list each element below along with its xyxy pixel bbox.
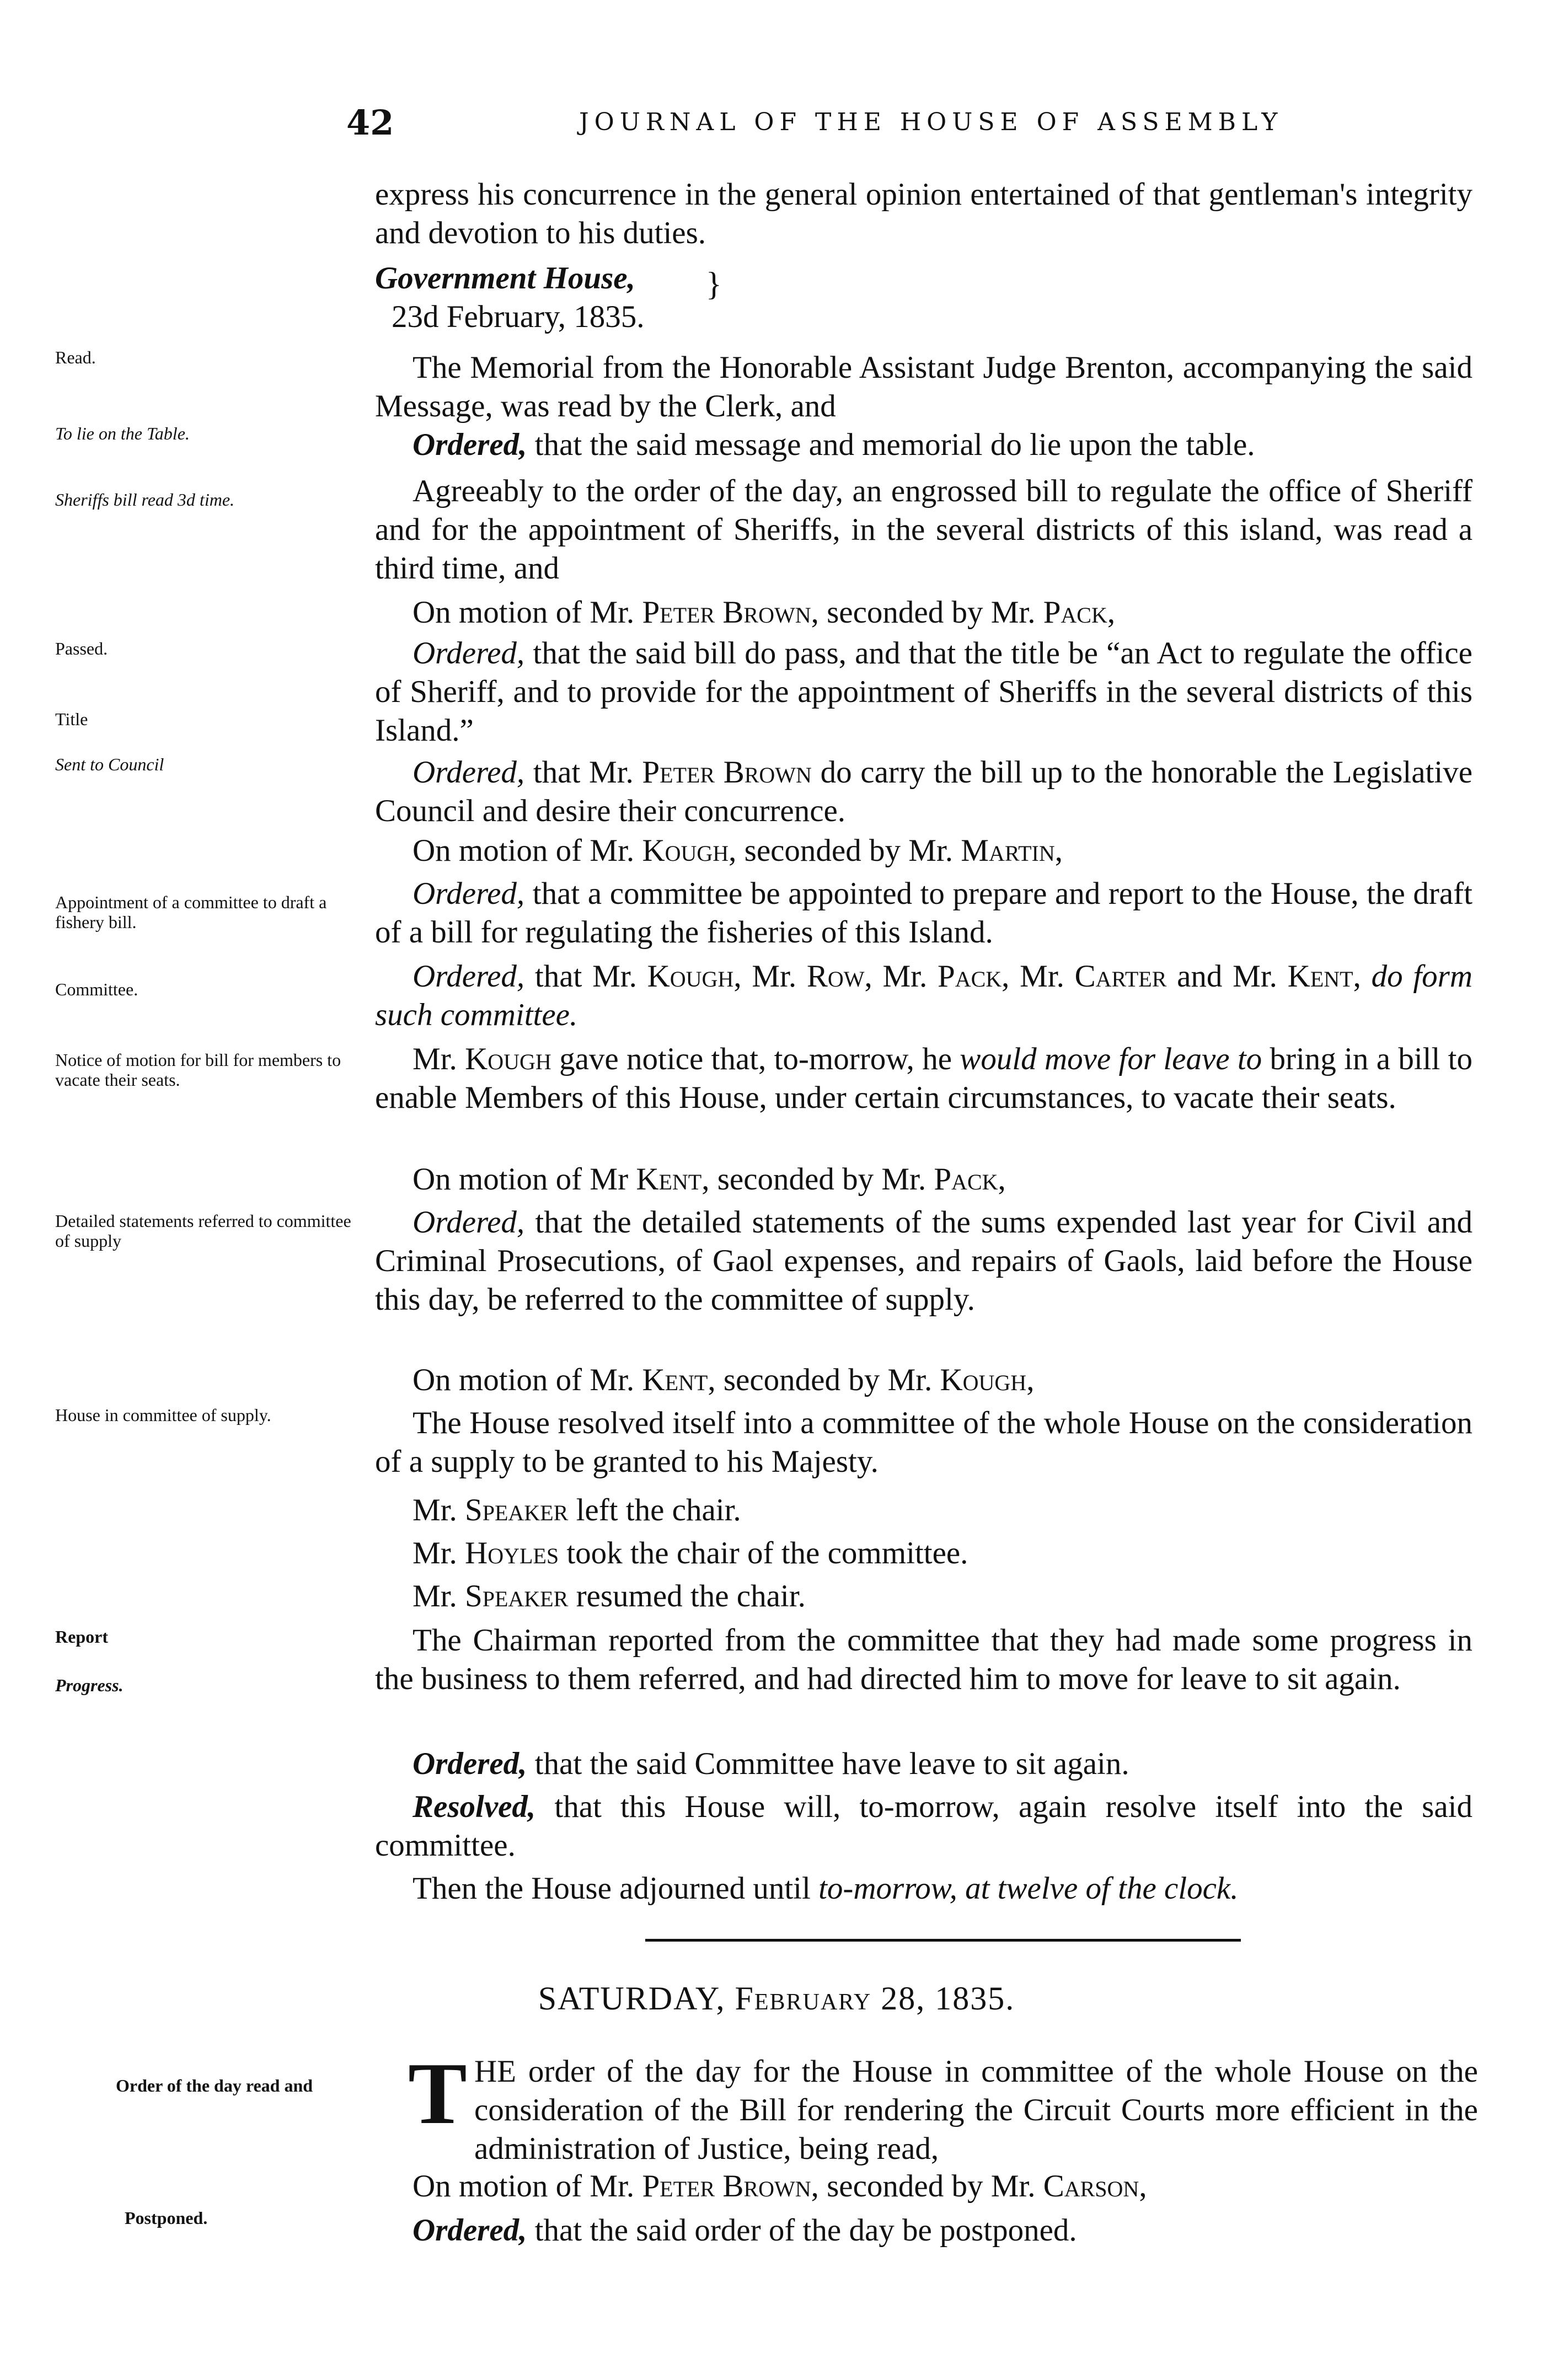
margin-note-committee: Committee.	[55, 979, 138, 999]
margin-note-house-in-committee: House in committee of supply.	[55, 1405, 271, 1425]
paragraph-notice-kough: Mr. Kough gave notice that, to-morrow, he would move for leave to bring in a bill to enable Members of this House, under certain circumstances, to vacate their seats.	[375, 1042, 1472, 1115]
margin-note-lie-on-table: To lie on the Table.	[55, 424, 190, 443]
margin-note-order-of-day: Order of the day read and	[116, 2076, 313, 2095]
margin-note-title: Title	[55, 709, 88, 729]
margin-note-report: Report	[55, 1627, 108, 1647]
paragraph-speaker-left: Mr. Speaker left the chair.	[413, 1493, 741, 1527]
margin-note-notice-of-motion: Notice of motion for bill for members to vacate their seats.	[55, 1050, 341, 1090]
margin-note-read: Read.	[55, 347, 96, 367]
paragraph-adjourned: Then the House adjourned until to-morrow, at twelve of the clock.	[413, 1871, 1239, 1906]
running-head: JOURNAL OF THE HOUSE OF ASSEMBLY	[579, 108, 1283, 136]
date-heading: SATURDAY, February 28, 1835.	[538, 1980, 1015, 2017]
margin-note-sheriffs-bill: Sheriffs bill read 3d time.	[55, 490, 235, 510]
paragraph-chairman-report: The Chairman reported from the committee that they had made some progress in the business to them referred, and had directed him to move for leave to sit again.	[375, 1623, 1472, 1696]
paragraph-order-of-day: HE order of the day for the House in committee of the whole House on the consideration of the Bill for rendering the Circuit Courts more efficient in the administration of Justice, being read,	[474, 2054, 1478, 2166]
section-divider	[645, 1939, 1241, 1942]
dateline-date: 23d February, 1835.	[392, 299, 645, 334]
margin-note-sent-to-council: Sent to Council	[55, 754, 164, 774]
paragraph-motion-kent-kough: On motion of Mr. Kent, seconded by Mr. Kough,	[413, 1363, 1035, 1397]
paragraph-concurrence: express his concurrence in the general opinion entertained of that gentleman's integrity and devotion to his duties.	[375, 177, 1472, 250]
margin-note-detailed-statements: Detailed statements referred to committee of supply	[55, 1211, 351, 1251]
paragraph-committee-of-supply: The House resolved itself into a committee of the whole House on the consideration of a supply to be granted to his Majesty.	[375, 1406, 1472, 1479]
brace-icon: }	[706, 266, 722, 302]
margin-note-passed: Passed.	[55, 639, 108, 658]
paragraph-motion-brown: On motion of Mr. Peter Brown, seconded by Mr. Pack,	[413, 595, 1116, 630]
paragraph-hoyles-chair: Mr. Hoyles took the chair of the committee.	[413, 1536, 968, 1570]
paragraph-committee-members: Ordered, that Mr. Kough, Mr. Row, Mr. Pack, Mr. Carter and Mr. Kent, do form such committee.	[375, 959, 1472, 1032]
margin-note-postponed: Postponed.	[125, 2208, 208, 2228]
paragraph-motion-brown-carson: On motion of Mr. Peter Brown, seconded by Mr. Carson,	[413, 2169, 1147, 2204]
margin-note-progress: Progress.	[55, 1675, 124, 1695]
paragraph-postponed: Ordered, that the said order of the day be postponed.	[413, 2213, 1077, 2248]
paragraph-memorial: The Memorial from the Honorable Assistant Judge Brenton, accompanying the said Message, was read by the Clerk, and	[375, 350, 1472, 424]
page-header	[0, 103, 1553, 147]
paragraph-lie-on-table: Ordered, that the said message and memorial do lie upon the table.	[413, 427, 1255, 462]
paragraph-fishery-committee: Ordered, that a committee be appointed to prepare and report to the House, the draft of a bill for regulating the fisheries of this Island.	[375, 876, 1472, 950]
government-house: Government House,	[375, 261, 635, 296]
paragraph-detailed-statements: Ordered, that the detailed statements of the sums expended last year for Civil and Criminal Prosecutions, of Gaol expenses, and repairs of Gaols, laid before the House this day, be referred to the committee of supply.	[375, 1205, 1472, 1317]
paragraph-motion-kough: On motion of Mr. Kough, seconded by Mr. Martin,	[413, 833, 1063, 868]
page-number: 42	[346, 103, 394, 143]
paragraph-carry-bill: Ordered, that Mr. Peter Brown do carry the bill up to the honorable the Legislative Council and desire their concurrence.	[375, 755, 1472, 828]
paragraph-bill-pass: Ordered, that the said bill do pass, and that the title be “an Act to regulate the office of Sheriff, and to provide for the appointment of Sheriffs in the several districts of this Island.”	[375, 636, 1472, 748]
paragraph-resolved: Resolved, that this House will, to-morrow, again resolve itself into the said committee.	[375, 1789, 1472, 1863]
paragraph-speaker-resumed: Mr. Speaker resumed the chair.	[413, 1579, 806, 1614]
paragraph-sheriffs-bill: Agreeably to the order of the day, an engrossed bill to regulate the office of Sheriff and for the appointment of Sheriffs, in the several districts of this island, was read a third time, and	[375, 474, 1472, 586]
drop-cap: T	[408, 2044, 467, 2142]
paragraph-leave-sit-again: Ordered, that the said Committee have leave to sit again.	[413, 1746, 1129, 1781]
margin-note-fishery-committee: Appointment of a committee to draft a fishery bill.	[55, 892, 327, 932]
paragraph-motion-kent: On motion of Mr Kent, seconded by Mr. Pack,	[413, 1162, 1006, 1197]
government-house-dateline	[375, 259, 722, 336]
